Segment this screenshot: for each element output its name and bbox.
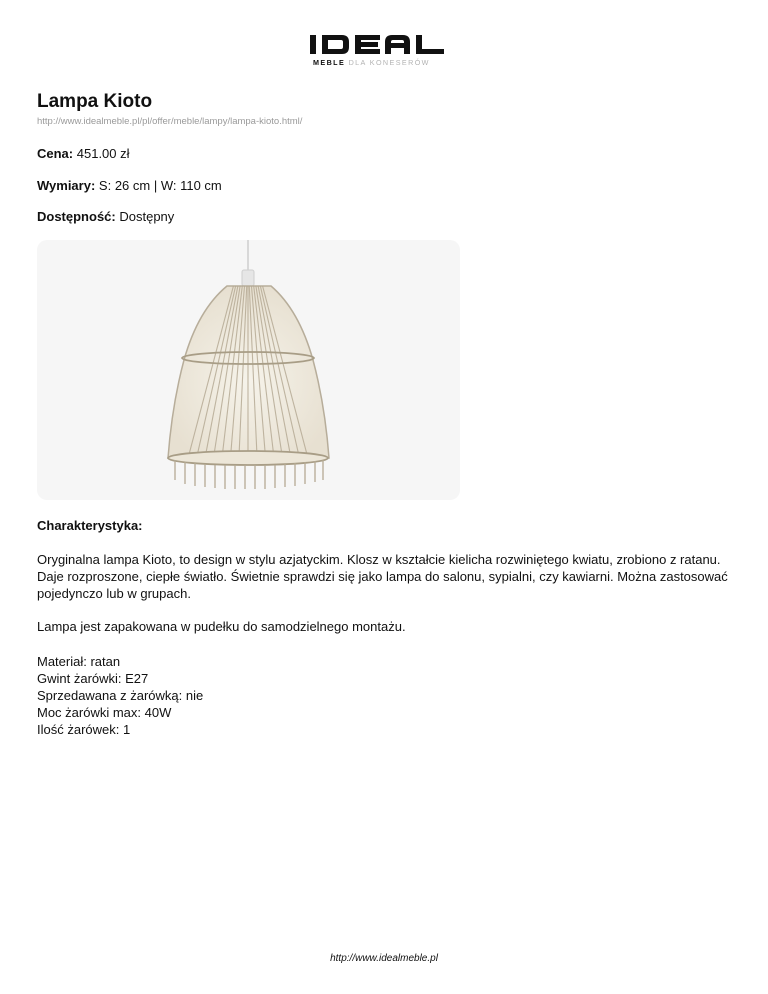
logo-tag-bold: MEBLE xyxy=(313,58,346,67)
logo-wordmark-graphic xyxy=(308,32,478,56)
footer-url[interactable]: http://www.idealmeble.pl xyxy=(330,953,438,964)
availability-field xyxy=(37,209,174,224)
price-label: Cena: xyxy=(37,146,74,161)
spec-socket: Gwint żarówki: E27 xyxy=(37,671,149,686)
product-url[interactable]: http://www.idealmeble.pl/pl/offer/meble/lampy/lampa-kioto.html/ xyxy=(37,116,303,127)
lamp-illustration xyxy=(37,240,460,500)
availability-label: Dostępność: xyxy=(37,209,116,224)
brand-logo[interactable] xyxy=(308,32,478,70)
price-field xyxy=(37,146,130,161)
spec-list xyxy=(37,653,203,738)
availability-value: Dostępny xyxy=(119,209,175,224)
dimensions-value: S: 26 cm | W: 110 cm xyxy=(98,178,222,193)
product-description: Oryginalna lampa Kioto, to design w stylu azjatyckim. Klosz w kształcie kielicha rozwiniętego kwiatu, zrobiono z ratanu. Daje rozproszone, ciepłe światło. Świetnie sprawdzi się jako lampa do salonu, sypialni, czy kawiarni. Można zastosować pojedynczo lub w grupach. xyxy=(37,552,728,601)
spec-bulb-included: Sprzedawana z żarówką: nie xyxy=(37,688,204,703)
dimensions-field xyxy=(37,178,222,193)
spec-max-power: Moc żarówki max: 40W xyxy=(37,705,172,720)
spec-bulb-count: Ilość żarówek: 1 xyxy=(37,722,131,737)
packaging-note: Lampa jest zapakowana w pudełku do samodzielnego montażu. xyxy=(37,619,406,634)
dimensions-label: Wymiary: xyxy=(37,178,96,193)
logo-tag-light: DLA KONESERÓW xyxy=(348,58,430,67)
price-value: 451.00 zł xyxy=(76,146,130,161)
spec-material: Materiał: ratan xyxy=(37,654,121,669)
product-title: Lampa Kioto xyxy=(37,91,153,112)
characteristics-heading: Charakterystyka: xyxy=(37,518,143,533)
logo-tagline xyxy=(313,58,430,67)
product-photo xyxy=(37,240,460,500)
